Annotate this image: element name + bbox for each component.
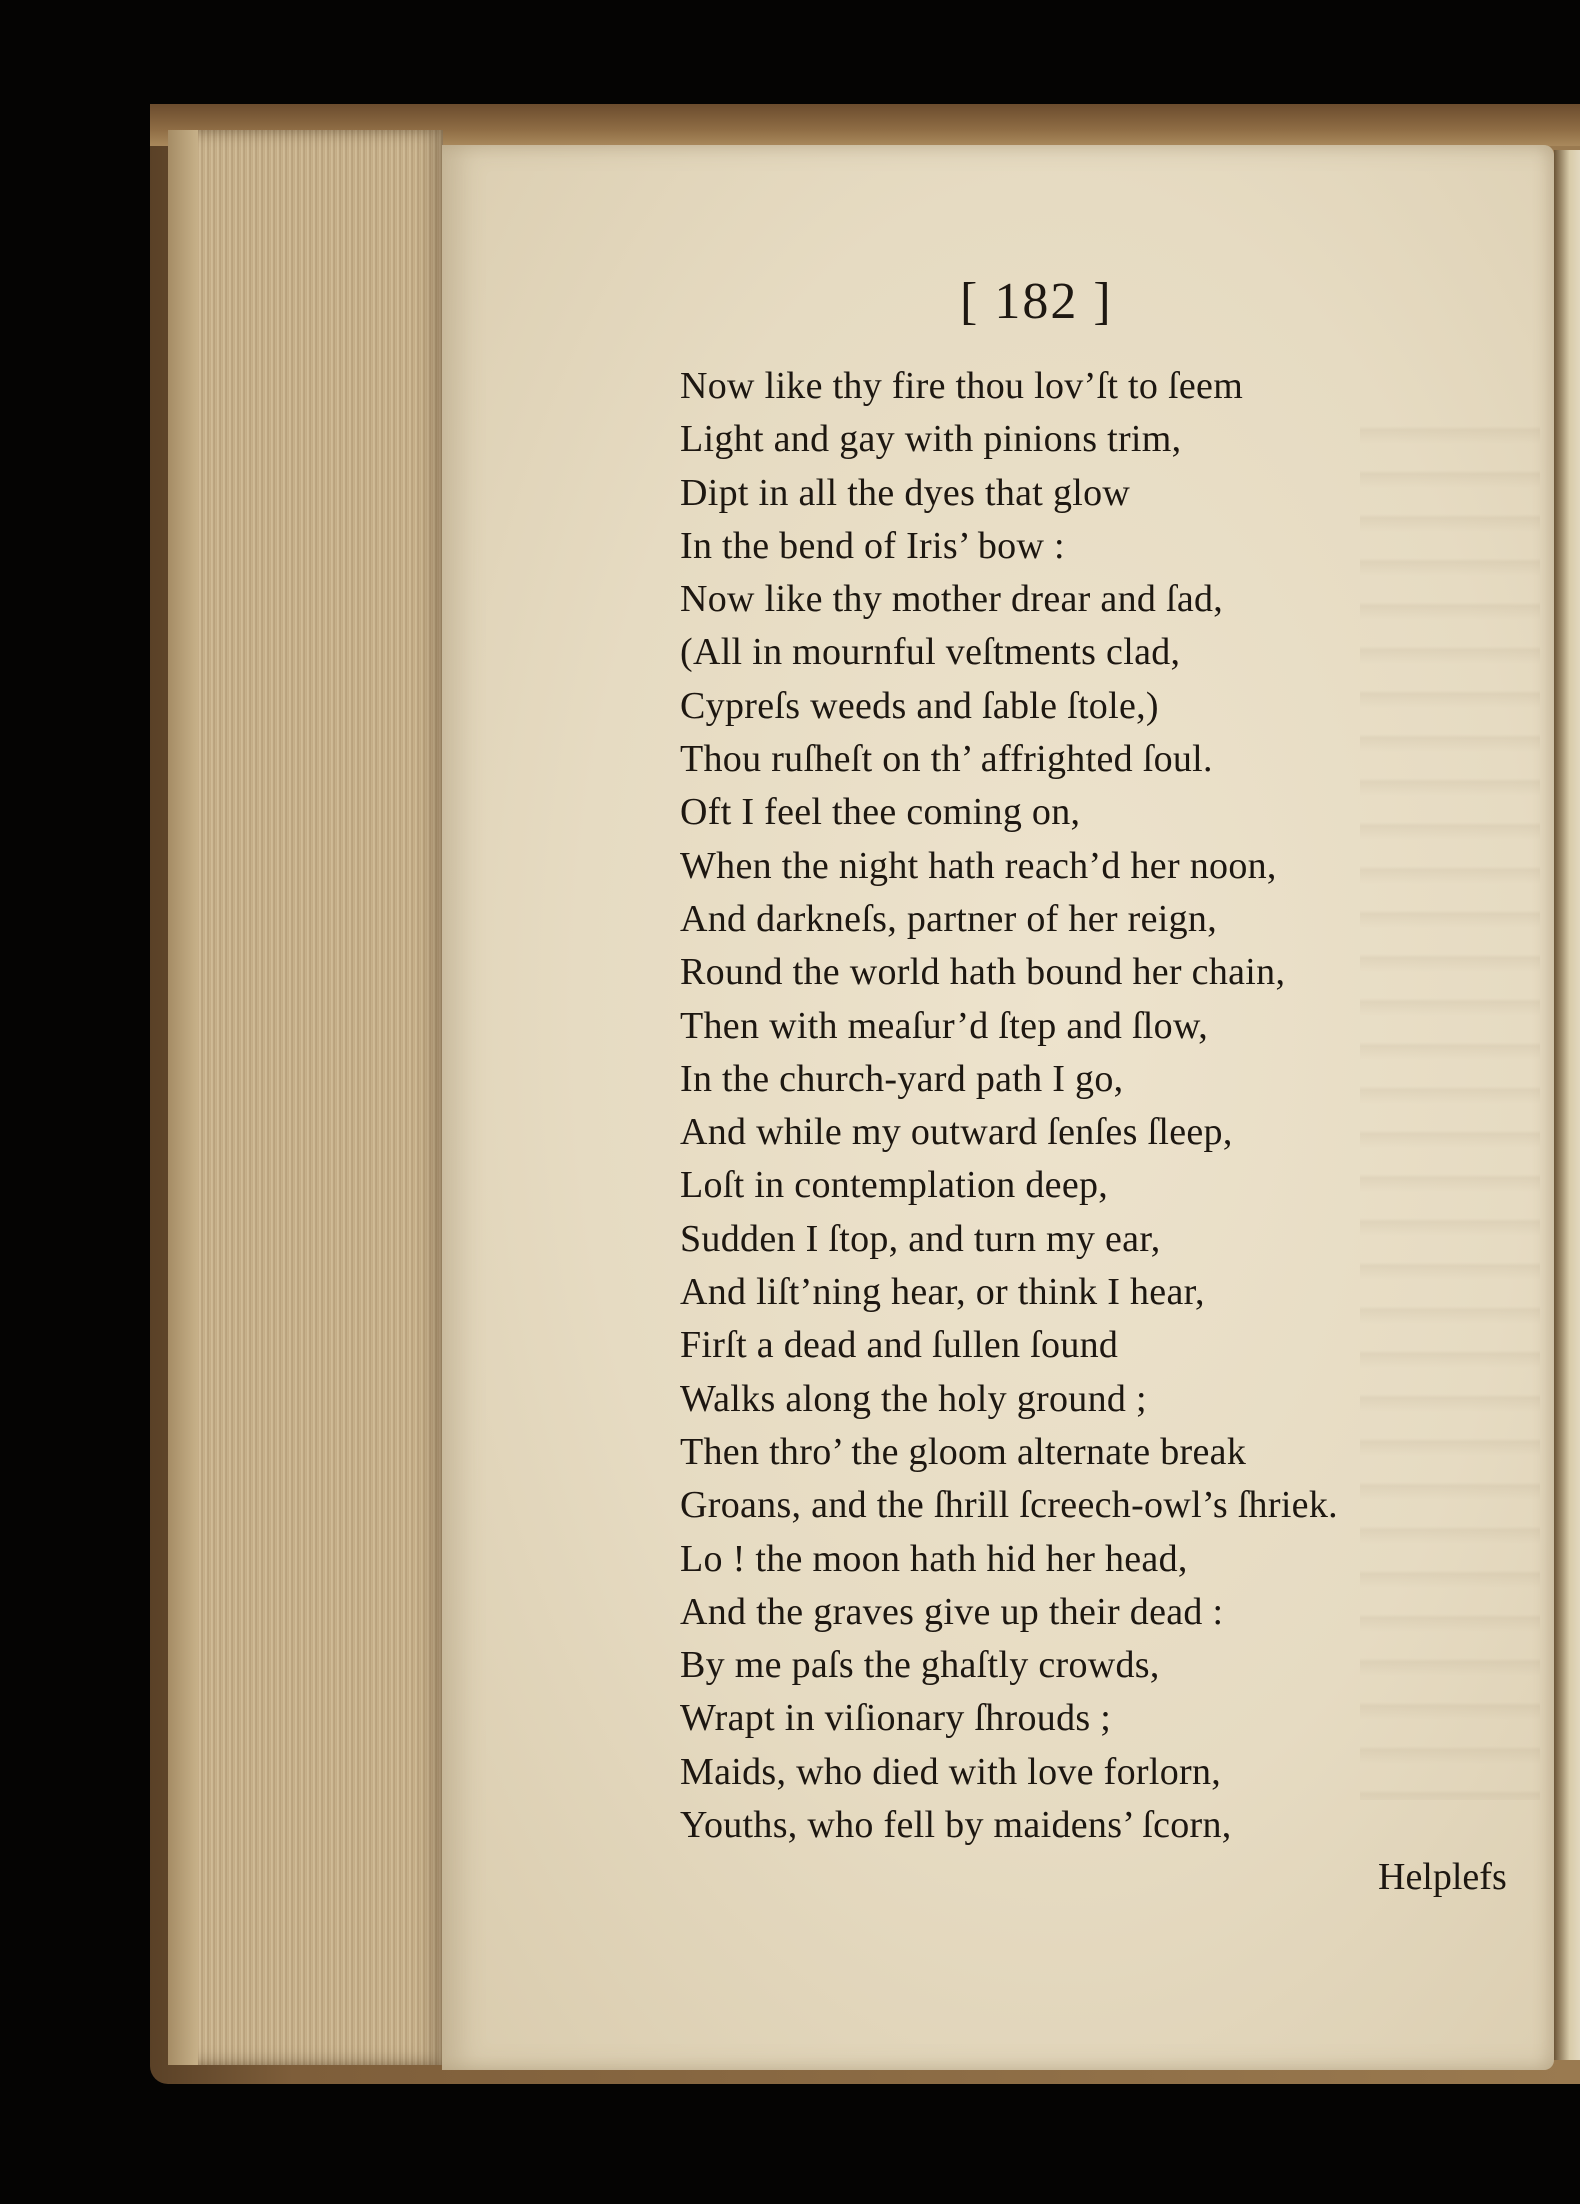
poem-line: And liſt’ning hear, or think I hear, <box>680 1271 1205 1314</box>
poem-line: Light and gay with pinions trim, <box>680 418 1182 461</box>
poem-line: And the graves give up their dead : <box>680 1590 1224 1633</box>
poem-line: Lo ! the moon hath hid her head, <box>680 1537 1188 1580</box>
poem-line: Cypreſs weeds and ſable ſtole,) <box>680 684 1159 727</box>
poem-line: Youths, who fell by maidens’ ſcorn, <box>680 1804 1232 1847</box>
poem-line: Loſt in contemplation deep, <box>680 1164 1109 1207</box>
poem-line: Now like thy fire thou lov’ſt to ſeem <box>680 365 1244 407</box>
poem-line: Sudden I ſtop, and turn my ear, <box>680 1217 1161 1260</box>
poem-line: Then thro’ the gloom alternate break <box>680 1430 1247 1473</box>
poem-line: Now like thy mother drear and ſad, <box>680 578 1224 621</box>
poem-text <box>680 360 1440 1852</box>
page-edges <box>168 130 443 2065</box>
poem-line: And while my outward ſenſes ſleep, <box>680 1111 1233 1154</box>
poem-line: Oft I feel thee coming on, <box>680 791 1081 834</box>
poem-line: In the church-yard path I go, <box>680 1057 1124 1100</box>
facing-page-edge <box>1554 150 1580 2060</box>
poem-line: Groans, and the ſhrill ſcreech-owl’s ſhriek. <box>680 1484 1338 1527</box>
poem-line: Wrapt in viſionary ſhrouds ; <box>680 1697 1112 1740</box>
poem-line: Firſt a dead and ſullen ſound <box>680 1324 1119 1367</box>
page-number: [ 182 ] <box>960 273 1113 330</box>
poem-line: Dipt in all the dyes that glow <box>680 471 1131 514</box>
poem-line: When the night hath reach’d her noon, <box>680 844 1277 887</box>
poem-line: And darkneſs, partner of her reign, <box>680 897 1218 940</box>
poem-line: Round the world hath bound her chain, <box>680 951 1286 994</box>
catchword: Helplefs <box>1378 1856 1507 1898</box>
poem-line: (All in mournful veſtments clad, <box>680 631 1181 674</box>
poem-line: In the bend of Iris’ bow : <box>680 524 1065 567</box>
poem-line: Walks along the holy ground ; <box>680 1377 1147 1420</box>
poem-line: Then with meaſur’d ſtep and ſlow, <box>680 1004 1209 1047</box>
poem-line: By me paſs the ghaſtly crowds, <box>680 1644 1160 1687</box>
poem-line: Maids, who died with love forlorn, <box>680 1750 1222 1793</box>
poem-line: Thou ruſheſt on th’ affrighted ſoul. <box>680 738 1213 781</box>
